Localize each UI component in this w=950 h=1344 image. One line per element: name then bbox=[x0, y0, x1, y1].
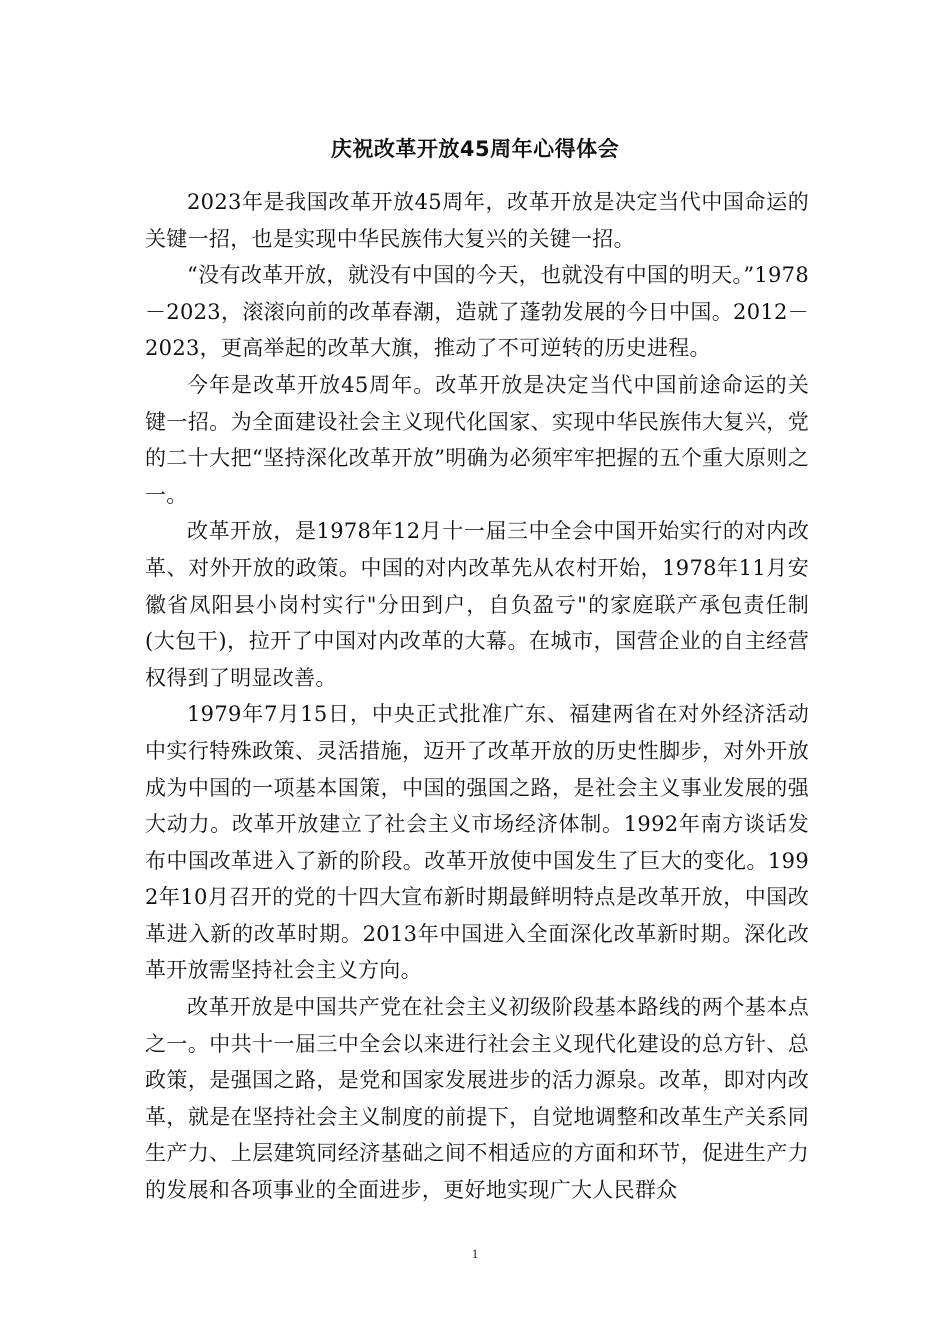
document-title: 庆祝改革开放45周年心得体会 bbox=[330, 137, 620, 161]
page-number: 1 bbox=[471, 1246, 479, 1261]
paragraph-6: 改革开放是中国共产党在社会主义初级阶段基本路线的两个基本点之一。中共十一届三中全会以来进行社会主义现代化建设的总方针、总政策，是强国之路，是党和国家发展进步的活力源泉。改革，即对内改革，就是在坚持社会主义制度的前提下，自觉地调整和改革生产关系同生产力、上层建筑同经济基础之间不相适应的方面和环节，促进生产力的发展和各项事业的全面进步，更好地实现广大人民群众 bbox=[145, 995, 809, 1203]
paragraph-2: “没有改革开放，就没有中国的今天，也就没有中国的明天。”1978－2023，滚滚向前的改革春潮，造就了蓬勃发展的今日中国。2012－2023，更高举起的改革大旗，推动了不可逆转的历史进程。 bbox=[145, 263, 809, 361]
paragraph-5: 1979年7月15日，中央正式批准广东、福建两省在对外经济活动中实行特殊政策、灵活措施，迈开了改革开放的历史性脚步，对外开放成为中国的一项基本国策，中国的强国之路，是社会主义事业发展的强大动力。改革开放建立了社会主义市场经济体制。1992年南方谈话发布中国改革进入了新的阶段。改革开放使中国发生了巨大的变化。1992年10月召开的党的十四大宣布新时期最鲜明特点是改革开放，中国改革进入新的改革时期。2013年中国进入全面深化改革新时期。深化改革开放需坚持社会主义方向。 bbox=[145, 702, 809, 983]
document-body bbox=[145, 184, 809, 1209]
paragraph-4: 改革开放，是1978年12月十一届三中全会中国开始实行的对内改革、对外开放的政策。中国的对内改革先从农村开始，1978年11月安徽省凤阳县小岗村实行"分田到户，自负盈亏"的家庭联产承包责任制(大包干)，拉开了中国对内改革的大幕。在城市，国营企业的自主经营权得到了明显改善。 bbox=[145, 519, 809, 690]
paragraph-3: 今年是改革开放45周年。改革开放是决定当代中国前途命运的关键一招。为全面建设社会主义现代化国家、实现中华民族伟大复兴，党的二十大把“坚持深化改革开放”明确为必须牢牢把握的五个重大原则之一。 bbox=[145, 372, 809, 507]
paragraph-1: 2023年是我国改革开放45周年，改革开放是决定当代中国命运的关键一招，也是实现中华民族伟大复兴的关键一招。 bbox=[145, 190, 809, 251]
